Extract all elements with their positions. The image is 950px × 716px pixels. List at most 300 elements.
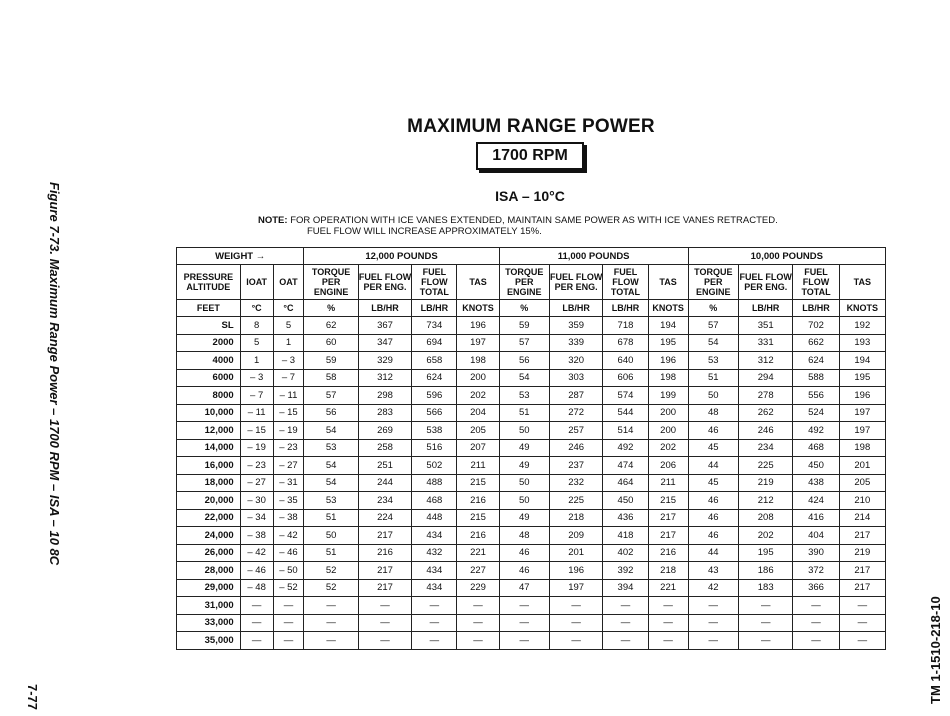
column-header: TAS xyxy=(457,265,499,300)
table-cell: 320 xyxy=(549,352,602,370)
table-cell: 202 xyxy=(738,527,792,545)
table-cell: 57 xyxy=(304,387,358,405)
table-cell: — xyxy=(549,614,602,632)
table-row xyxy=(177,422,886,440)
table-cell: — xyxy=(412,614,457,632)
table-cell: 59 xyxy=(499,317,549,335)
unit-header: KNOTS xyxy=(648,300,688,317)
weight-12000: 12,000 POUNDS xyxy=(304,248,499,265)
table-cell: 46 xyxy=(499,544,549,562)
table-cell: 678 xyxy=(603,334,648,352)
table-cell: — xyxy=(793,632,839,650)
table-cell: 194 xyxy=(839,352,885,370)
table-cell: 702 xyxy=(793,317,839,335)
table-cell: 192 xyxy=(839,317,885,335)
table-cell: 51 xyxy=(304,509,358,527)
table-cell: 195 xyxy=(839,369,885,387)
table-cell: 606 xyxy=(603,369,648,387)
table-cell: 50 xyxy=(304,527,358,545)
table-cell: — xyxy=(358,632,411,650)
table-cell: — xyxy=(793,614,839,632)
table-cell: — xyxy=(793,597,839,615)
table-cell: 402 xyxy=(603,544,648,562)
altitude-cell: 6000 xyxy=(177,369,241,387)
column-header: IOAT xyxy=(240,265,273,300)
table-cell: 53 xyxy=(304,439,358,457)
table-cell: 215 xyxy=(457,474,499,492)
table-cell: 46 xyxy=(688,422,738,440)
table-cell: 197 xyxy=(839,422,885,440)
table-cell: 196 xyxy=(839,387,885,405)
column-header: TORQUE PER ENGINE xyxy=(304,265,358,300)
table-cell: 197 xyxy=(457,334,499,352)
table-cell: 201 xyxy=(839,457,885,475)
table-cell: 390 xyxy=(793,544,839,562)
isa-label: ISA – 10°C xyxy=(495,188,565,204)
table-row xyxy=(177,632,886,650)
table-cell: 53 xyxy=(499,387,549,405)
column-header: FUEL FLOW TOTAL xyxy=(412,265,457,300)
table-row xyxy=(177,509,886,527)
altitude-cell: 20,000 xyxy=(177,492,241,510)
unit-header: FEET xyxy=(177,300,241,317)
table-cell: 303 xyxy=(549,369,602,387)
unit-header: KNOTS xyxy=(457,300,499,317)
table-row xyxy=(177,492,886,510)
performance-table xyxy=(176,247,886,650)
table-cell: 416 xyxy=(793,509,839,527)
table-cell: 217 xyxy=(358,579,411,597)
altitude-cell: 16,000 xyxy=(177,457,241,475)
table-row xyxy=(177,317,886,335)
table-cell: – 7 xyxy=(240,387,273,405)
altitude-cell: 2000 xyxy=(177,334,241,352)
column-header: FUEL FLOW TOTAL xyxy=(793,265,839,300)
altitude-cell: 12,000 xyxy=(177,422,241,440)
table-cell: 351 xyxy=(738,317,792,335)
table-cell: 54 xyxy=(304,422,358,440)
altitude-cell: 8000 xyxy=(177,387,241,405)
table-row xyxy=(177,579,886,597)
altitude-cell: 31,000 xyxy=(177,597,241,615)
table-cell: 227 xyxy=(457,562,499,580)
table-cell: 214 xyxy=(839,509,885,527)
manual-id: TM 1-1510-218-10 xyxy=(928,596,943,704)
table-cell: 194 xyxy=(648,317,688,335)
table-cell: 394 xyxy=(603,579,648,597)
table-cell: — xyxy=(499,597,549,615)
table-cell: 251 xyxy=(358,457,411,475)
unit-header: °C xyxy=(240,300,273,317)
table-cell: 48 xyxy=(499,527,549,545)
table-cell: 434 xyxy=(412,579,457,597)
table-cell: – 34 xyxy=(240,509,273,527)
altitude-cell: 18,000 xyxy=(177,474,241,492)
table-cell: 492 xyxy=(603,439,648,457)
table-cell: – 38 xyxy=(240,527,273,545)
table-cell: 329 xyxy=(358,352,411,370)
table-cell: – 11 xyxy=(240,404,273,422)
table-cell: 57 xyxy=(688,317,738,335)
table-cell: 56 xyxy=(304,404,358,422)
unit-header: LB/HR xyxy=(738,300,792,317)
table-cell: 640 xyxy=(603,352,648,370)
table-cell: 217 xyxy=(358,562,411,580)
column-header: FUEL FLOW TOTAL xyxy=(603,265,648,300)
figure-caption: Figure 7-73. Maximum Range Power – 1700 RPM – ISA – 10 8C xyxy=(47,182,62,566)
note-line-1: FOR OPERATION WITH ICE VANES EXTENDED, MAINTAIN SAME POWER AS WITH ICE VANES RETRACTED. xyxy=(290,215,778,226)
table-cell: 205 xyxy=(839,474,885,492)
table-cell: 183 xyxy=(738,579,792,597)
table-cell: 54 xyxy=(304,474,358,492)
table-cell: — xyxy=(304,614,358,632)
table-cell: 404 xyxy=(793,527,839,545)
table-cell: – 50 xyxy=(273,562,304,580)
table-cell: 52 xyxy=(304,562,358,580)
table-row xyxy=(177,387,886,405)
table-cell: 216 xyxy=(358,544,411,562)
table-cell: 359 xyxy=(549,317,602,335)
table-cell: – 19 xyxy=(240,439,273,457)
table-row xyxy=(177,597,886,615)
weight-row xyxy=(177,248,886,265)
table-cell: — xyxy=(549,632,602,650)
unit-header: LB/HR xyxy=(358,300,411,317)
table-cell: 229 xyxy=(457,579,499,597)
table-cell: 46 xyxy=(688,492,738,510)
table-cell: 1 xyxy=(273,334,304,352)
table-cell: 216 xyxy=(457,527,499,545)
column-header: PRESSURE ALTITUDE xyxy=(177,265,241,300)
page-number: 7-77 xyxy=(25,684,40,711)
table-cell: 448 xyxy=(412,509,457,527)
table-cell: 205 xyxy=(457,422,499,440)
table-cell: 232 xyxy=(549,474,602,492)
table-cell: 217 xyxy=(839,527,885,545)
table-cell: 392 xyxy=(603,562,648,580)
altitude-cell: 4000 xyxy=(177,352,241,370)
table-cell: 298 xyxy=(358,387,411,405)
table-cell: — xyxy=(273,597,304,615)
table-cell: 219 xyxy=(839,544,885,562)
table-row xyxy=(177,369,886,387)
table-cell: 51 xyxy=(499,404,549,422)
table-cell: 5 xyxy=(240,334,273,352)
altitude-cell: 14,000 xyxy=(177,439,241,457)
table-cell: 215 xyxy=(457,509,499,527)
table-cell: – 46 xyxy=(273,544,304,562)
table-row xyxy=(177,527,886,545)
altitude-cell: 24,000 xyxy=(177,527,241,545)
table-cell: – 23 xyxy=(273,439,304,457)
note-line-2: FUEL FLOW WILL INCREASE APPROXIMATELY 15%. xyxy=(307,226,542,237)
table-cell: 372 xyxy=(793,562,839,580)
table-row xyxy=(177,457,886,475)
table-cell: 694 xyxy=(412,334,457,352)
table-cell: 50 xyxy=(499,422,549,440)
table-cell: 206 xyxy=(648,457,688,475)
table-cell: 624 xyxy=(793,352,839,370)
table-cell: 208 xyxy=(738,509,792,527)
table-cell: – 23 xyxy=(240,457,273,475)
table-cell: 196 xyxy=(549,562,602,580)
altitude-cell: 35,000 xyxy=(177,632,241,650)
table-cell: — xyxy=(240,614,273,632)
table-cell: 200 xyxy=(648,404,688,422)
table-cell: – 38 xyxy=(273,509,304,527)
table-cell: — xyxy=(304,597,358,615)
weight-label: WEIGHT → xyxy=(177,248,304,265)
table-cell: 43 xyxy=(688,562,738,580)
altitude-cell: 26,000 xyxy=(177,544,241,562)
table-cell: 312 xyxy=(358,369,411,387)
table-cell: 246 xyxy=(549,439,602,457)
table-cell: 49 xyxy=(499,509,549,527)
weight-11000: 11,000 POUNDS xyxy=(499,248,688,265)
table-cell: – 42 xyxy=(240,544,273,562)
rpm-label: 1700 RPM xyxy=(492,147,568,164)
table-cell: 44 xyxy=(688,544,738,562)
note-label: NOTE: xyxy=(258,215,288,226)
table-cell: – 19 xyxy=(273,422,304,440)
table-cell: — xyxy=(688,597,738,615)
table-cell: 207 xyxy=(457,439,499,457)
table-cell: 450 xyxy=(793,457,839,475)
table-cell: — xyxy=(839,632,885,650)
table-cell: 195 xyxy=(648,334,688,352)
table-cell: – 42 xyxy=(273,527,304,545)
table-cell: – 3 xyxy=(240,369,273,387)
table-cell: 52 xyxy=(304,579,358,597)
table-cell: — xyxy=(549,597,602,615)
table-cell: 53 xyxy=(688,352,738,370)
table-cell: 212 xyxy=(738,492,792,510)
table-cell: — xyxy=(603,597,648,615)
table-cell: 215 xyxy=(648,492,688,510)
table-cell: 46 xyxy=(688,527,738,545)
table-cell: 556 xyxy=(793,387,839,405)
table-cell: — xyxy=(412,632,457,650)
table-cell: – 46 xyxy=(240,562,273,580)
table-cell: 221 xyxy=(648,579,688,597)
altitude-cell: 22,000 xyxy=(177,509,241,527)
table-cell: 524 xyxy=(793,404,839,422)
table-cell: 202 xyxy=(457,387,499,405)
table-cell: — xyxy=(358,614,411,632)
table-cell: 45 xyxy=(688,439,738,457)
table-cell: — xyxy=(499,632,549,650)
table-cell: 269 xyxy=(358,422,411,440)
table-cell: 283 xyxy=(358,404,411,422)
table-cell: 434 xyxy=(412,562,457,580)
table-cell: 199 xyxy=(648,387,688,405)
table-cell: 217 xyxy=(648,527,688,545)
table-cell: 257 xyxy=(549,422,602,440)
table-cell: — xyxy=(457,614,499,632)
table-cell: 258 xyxy=(358,439,411,457)
table-cell: 225 xyxy=(549,492,602,510)
units-row xyxy=(177,300,886,317)
altitude-cell: 10,000 xyxy=(177,404,241,422)
table-cell: — xyxy=(457,597,499,615)
table-cell: 544 xyxy=(603,404,648,422)
table-cell: 209 xyxy=(549,527,602,545)
table-cell: 224 xyxy=(358,509,411,527)
column-header: TAS xyxy=(648,265,688,300)
table-cell: 468 xyxy=(793,439,839,457)
table-cell: 347 xyxy=(358,334,411,352)
table-cell: 294 xyxy=(738,369,792,387)
table-row xyxy=(177,439,886,457)
weight-10000: 10,000 POUNDS xyxy=(688,248,885,265)
table-cell: – 15 xyxy=(240,422,273,440)
table-cell: — xyxy=(688,614,738,632)
table-cell: 492 xyxy=(793,422,839,440)
table-cell: 221 xyxy=(457,544,499,562)
table-cell: – 11 xyxy=(273,387,304,405)
table-cell: 217 xyxy=(648,509,688,527)
table-cell: 718 xyxy=(603,317,648,335)
table-cell: 502 xyxy=(412,457,457,475)
table-cell: 211 xyxy=(648,474,688,492)
table-cell: 219 xyxy=(738,474,792,492)
table-cell: 198 xyxy=(648,369,688,387)
table-cell: 200 xyxy=(457,369,499,387)
table-cell: 237 xyxy=(549,457,602,475)
altitude-cell: 33,000 xyxy=(177,614,241,632)
table-cell: 366 xyxy=(793,579,839,597)
table-cell: — xyxy=(738,597,792,615)
table-cell: – 48 xyxy=(240,579,273,597)
table-cell: 50 xyxy=(499,474,549,492)
table-cell: — xyxy=(273,632,304,650)
table-cell: — xyxy=(839,614,885,632)
table-cell: 436 xyxy=(603,509,648,527)
table-cell: 5 xyxy=(273,317,304,335)
table-cell: — xyxy=(648,614,688,632)
table-cell: 574 xyxy=(603,387,648,405)
column-header: FUEL FLOW PER ENG. xyxy=(549,265,602,300)
column-header: TAS xyxy=(839,265,885,300)
table-cell: – 3 xyxy=(273,352,304,370)
table-cell: 57 xyxy=(499,334,549,352)
rpm-box xyxy=(476,142,584,170)
table-cell: 217 xyxy=(839,562,885,580)
table-cell: — xyxy=(603,614,648,632)
table-cell: 51 xyxy=(304,544,358,562)
table-cell: 48 xyxy=(688,404,738,422)
table-cell: – 31 xyxy=(273,474,304,492)
table-cell: 218 xyxy=(648,562,688,580)
table-cell: 464 xyxy=(603,474,648,492)
table-cell: 588 xyxy=(793,369,839,387)
unit-header: LB/HR xyxy=(793,300,839,317)
table-cell: — xyxy=(839,597,885,615)
table-row xyxy=(177,334,886,352)
unit-header: % xyxy=(304,300,358,317)
table-cell: 339 xyxy=(549,334,602,352)
table-cell: 217 xyxy=(358,527,411,545)
table-cell: — xyxy=(358,597,411,615)
table-cell: 278 xyxy=(738,387,792,405)
table-cell: 262 xyxy=(738,404,792,422)
table-cell: 432 xyxy=(412,544,457,562)
table-cell: 1 xyxy=(240,352,273,370)
table-cell: — xyxy=(738,614,792,632)
unit-header: LB/HR xyxy=(603,300,648,317)
table-cell: – 27 xyxy=(273,457,304,475)
table-cell: 287 xyxy=(549,387,602,405)
table-cell: 367 xyxy=(358,317,411,335)
table-cell: 225 xyxy=(738,457,792,475)
table-cell: – 30 xyxy=(240,492,273,510)
table-row xyxy=(177,404,886,422)
header-row xyxy=(177,265,886,300)
table-cell: 201 xyxy=(549,544,602,562)
column-header: FUEL FLOW PER ENG. xyxy=(738,265,792,300)
table-cell: 662 xyxy=(793,334,839,352)
table-cell: 450 xyxy=(603,492,648,510)
table-cell: 54 xyxy=(304,457,358,475)
table-cell: 46 xyxy=(688,509,738,527)
table-cell: 197 xyxy=(839,404,885,422)
table-cell: 42 xyxy=(688,579,738,597)
table-cell: 54 xyxy=(499,369,549,387)
table-cell: — xyxy=(648,597,688,615)
table-cell: 58 xyxy=(304,369,358,387)
table-cell: 246 xyxy=(738,422,792,440)
table-cell: — xyxy=(603,632,648,650)
table-cell: 198 xyxy=(839,439,885,457)
unit-header: LB/HR xyxy=(412,300,457,317)
unit-header: % xyxy=(688,300,738,317)
table-cell: 658 xyxy=(412,352,457,370)
table-cell: 734 xyxy=(412,317,457,335)
table-cell: 468 xyxy=(412,492,457,510)
table-cell: 566 xyxy=(412,404,457,422)
table-cell: 50 xyxy=(499,492,549,510)
table-cell: 49 xyxy=(499,457,549,475)
table-cell: 49 xyxy=(499,439,549,457)
table-cell: 488 xyxy=(412,474,457,492)
table-cell: — xyxy=(648,632,688,650)
table-cell: 59 xyxy=(304,352,358,370)
column-header: FUEL FLOW PER ENG. xyxy=(358,265,411,300)
table-cell: 200 xyxy=(648,422,688,440)
table-cell: 193 xyxy=(839,334,885,352)
altitude-cell: SL xyxy=(177,317,241,335)
table-cell: 196 xyxy=(648,352,688,370)
table-cell: 216 xyxy=(648,544,688,562)
table-cell: — xyxy=(738,632,792,650)
table-cell: 474 xyxy=(603,457,648,475)
table-cell: 44 xyxy=(688,457,738,475)
table-cell: – 52 xyxy=(273,579,304,597)
page-title: MAXIMUM RANGE POWER xyxy=(407,116,655,137)
table-body xyxy=(177,317,886,650)
altitude-cell: 29,000 xyxy=(177,579,241,597)
table-cell: 234 xyxy=(738,439,792,457)
table-cell: — xyxy=(499,614,549,632)
table-cell: 45 xyxy=(688,474,738,492)
table-cell: 331 xyxy=(738,334,792,352)
table-cell: 216 xyxy=(457,492,499,510)
table-row xyxy=(177,544,886,562)
table-cell: 211 xyxy=(457,457,499,475)
table-cell: — xyxy=(240,632,273,650)
table-cell: 56 xyxy=(499,352,549,370)
table-cell: 244 xyxy=(358,474,411,492)
